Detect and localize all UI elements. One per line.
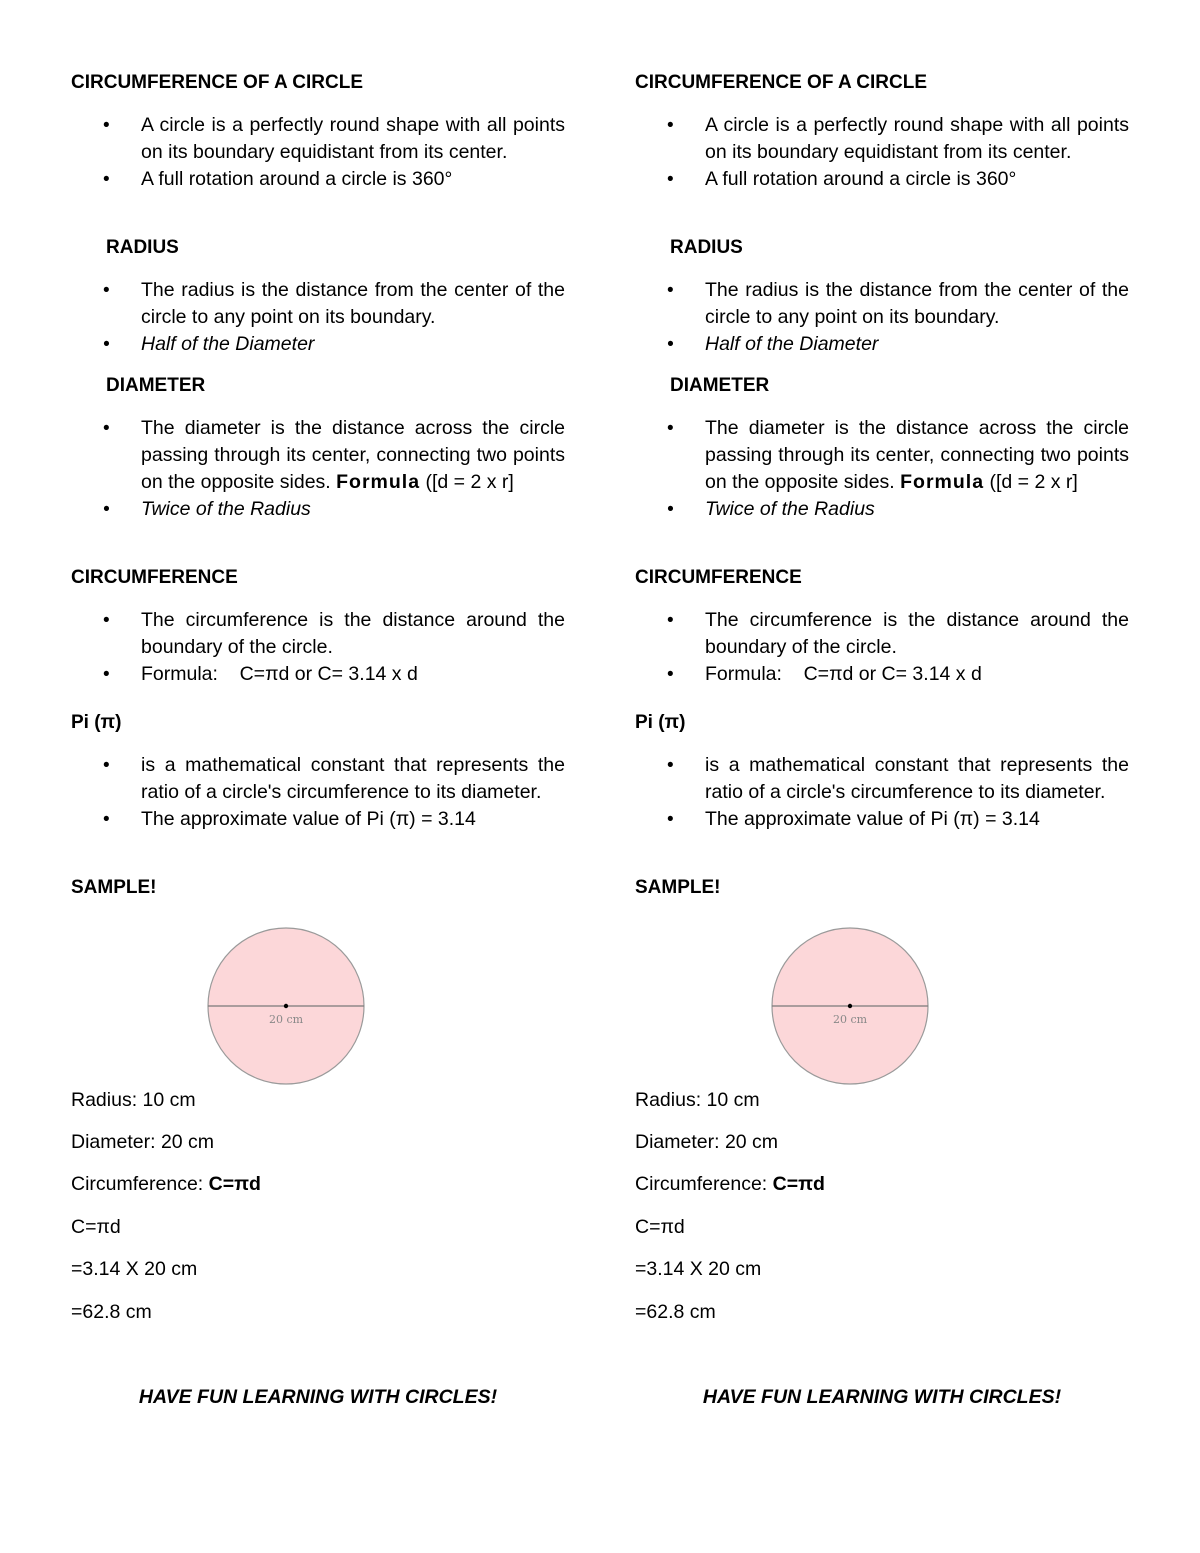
diameter-value: Diameter: 20 cm (635, 1131, 779, 1153)
pi-heading: Pi (π) (635, 712, 686, 733)
circumference-label: Circumference: (635, 1173, 773, 1195)
list-item: • A full rotation around a circle is 360° (635, 166, 1129, 193)
list-item: • The approximate value of Pi (π) = 3.14 (71, 806, 565, 833)
diameter-text: The diameter is the distance across the circle passing through its center, connecting two points on the opposite sides. (141, 417, 565, 493)
calc-result: =62.8 cm (635, 1301, 716, 1323)
diameter-heading: DIAMETER (106, 375, 206, 396)
list-item: • The radius is the distance from the center of the circle to any point on its boundary. (71, 277, 565, 331)
list-item: • is a mathematical constant that represents the ratio of a circle's circumference to its diameter. (635, 752, 1129, 806)
circle-diagram (205, 925, 367, 1087)
footer-slogan: HAVE FUN LEARNING WITH CIRCLES! (138, 1386, 498, 1408)
list-item: • Twice of the Radius (71, 496, 565, 523)
diameter-text: The diameter is the distance across the circle passing through its center, connecting two points on the opposite sides. (705, 417, 1129, 493)
list-item: • A circle is a perfectly round shape with all points on its boundary equidistant from its center. (635, 112, 1129, 166)
diameter-list (71, 415, 565, 523)
calc-step: =3.14 X 20 cm (635, 1258, 762, 1280)
intro-list (635, 112, 1129, 193)
footer-slogan: HAVE FUN LEARNING WITH CIRCLES! (702, 1386, 1062, 1408)
calc-step: C=πd (71, 1216, 121, 1238)
circumference-list (635, 607, 1129, 688)
radius-heading: RADIUS (670, 237, 743, 258)
list-item: • Half of the Diameter (635, 331, 1129, 358)
calc-step: =3.14 X 20 cm (71, 1258, 198, 1280)
circle-diagram (769, 925, 931, 1087)
circumference-label: Circumference: (71, 1173, 209, 1195)
pi-list (635, 752, 1129, 833)
circumference-heading: CIRCUMFERENCE (635, 567, 802, 588)
list-item: • Formula: C=πd or C= 3.14 x d (635, 661, 1129, 688)
diameter-label: 20 cm (832, 1013, 868, 1026)
calc-step: C=πd (635, 1216, 685, 1238)
list-item: • Half of the Diameter (71, 331, 565, 358)
list-item: • A full rotation around a circle is 360° (71, 166, 565, 193)
diameter-list (635, 415, 1129, 523)
list-item (71, 415, 565, 496)
circumference-line (635, 1171, 825, 1198)
list-item (635, 415, 1129, 496)
page-title: CIRCUMFERENCE OF A CIRCLE (71, 72, 364, 93)
circumference-formula: C=πd (208, 1173, 261, 1195)
circumference-formula: C=πd (772, 1173, 825, 1195)
circumference-line (71, 1171, 261, 1198)
list-item: • A circle is a perfectly round shape with all points on its boundary equidistant from its center. (71, 112, 565, 166)
intro-list (71, 112, 565, 193)
list-item: • The circumference is the distance around the boundary of the circle. (635, 607, 1129, 661)
center-point (284, 1004, 288, 1008)
sample-heading: SAMPLE! (71, 877, 157, 898)
radius-list (71, 277, 565, 358)
radius-value: Radius: 10 cm (635, 1089, 760, 1111)
radius-value: Radius: 10 cm (71, 1089, 196, 1111)
list-item: • Twice of the Radius (635, 496, 1129, 523)
diameter-formula: ([d = 2 x r] (425, 471, 514, 493)
diameter-value: Diameter: 20 cm (71, 1131, 215, 1153)
radius-list (635, 277, 1129, 358)
circumference-heading: CIRCUMFERENCE (71, 567, 238, 588)
circumference-list (71, 607, 565, 688)
formula-label: Formula (336, 471, 421, 493)
pi-list (71, 752, 565, 833)
pi-heading: Pi (π) (71, 712, 122, 733)
center-point (848, 1004, 852, 1008)
diameter-label: 20 cm (268, 1013, 304, 1026)
formula-label: Formula (900, 471, 985, 493)
list-item: • The approximate value of Pi (π) = 3.14 (635, 806, 1129, 833)
page-title: CIRCUMFERENCE OF A CIRCLE (635, 72, 928, 93)
radius-heading: RADIUS (106, 237, 179, 258)
list-item: • is a mathematical constant that represents the ratio of a circle's circumference to its diameter. (71, 752, 565, 806)
calc-result: =62.8 cm (71, 1301, 152, 1323)
list-item: • Formula: C=πd or C= 3.14 x d (71, 661, 565, 688)
diameter-formula: ([d = 2 x r] (989, 471, 1078, 493)
diameter-heading: DIAMETER (670, 375, 770, 396)
list-item: • The circumference is the distance around the boundary of the circle. (71, 607, 565, 661)
list-item: • The radius is the distance from the center of the circle to any point on its boundary. (635, 277, 1129, 331)
sample-heading: SAMPLE! (635, 877, 721, 898)
